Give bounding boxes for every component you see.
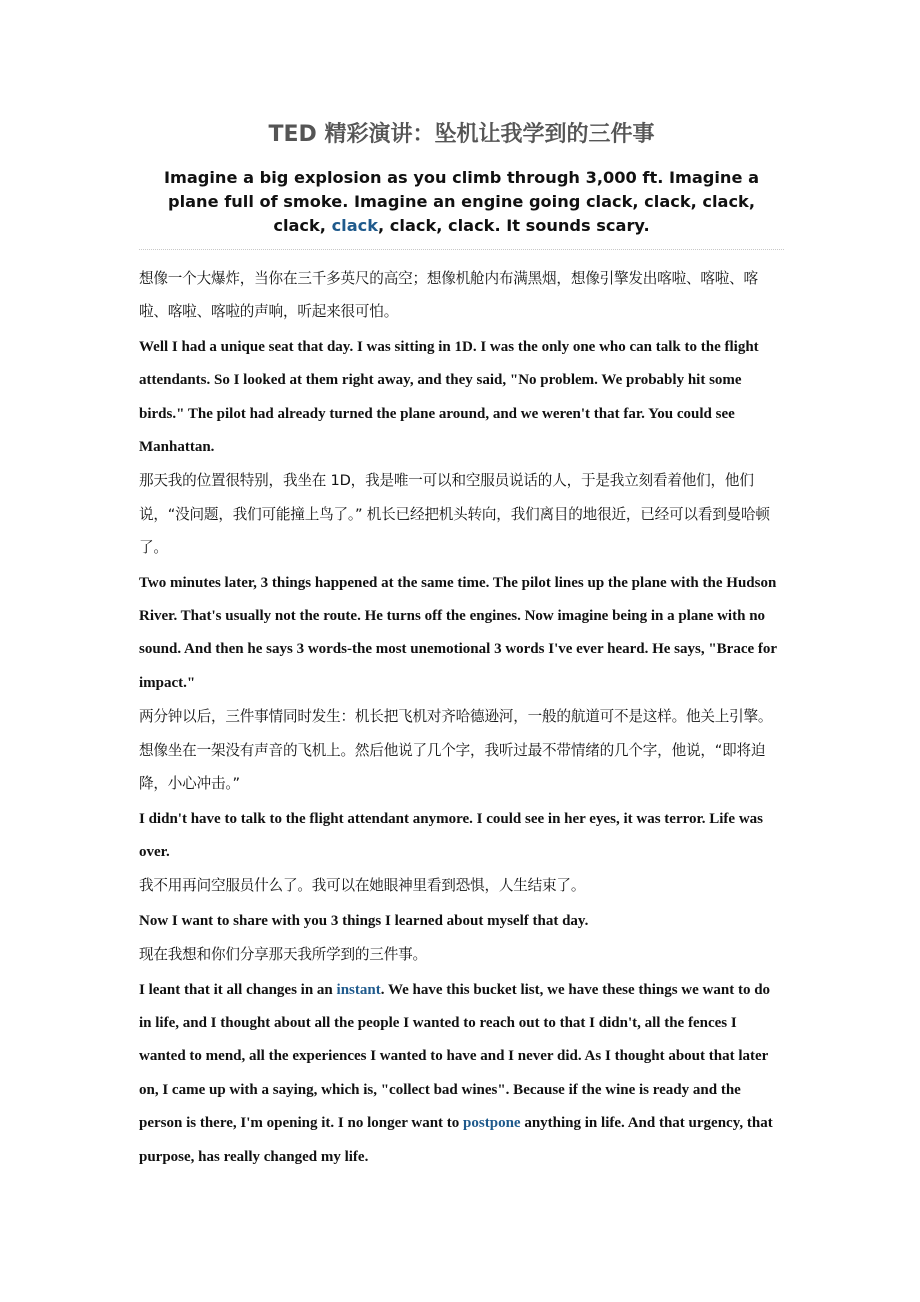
- paragraph-1-zh: 想像一个大爆炸，当你在三千多英尺的高空；想像机舱内布满黑烟，想像引擎发出喀啦、喀啦、喀啦、喀啦、喀啦的声响，听起来很可怕。: [139, 270, 758, 321]
- paragraph-6-text-1: I leant that it all changes in an: [139, 981, 337, 998]
- article-body: [139, 262, 784, 1174]
- paragraph-2-en: Well I had a unique seat that day. I was sitting in 1D. I was the only one who can talk to the flight attendants. So I looked at them right away, and they said, "No problem. We probably hit some birds." The pilot had already turned the plane around, and we weren't that far. You could see Manhattan.: [139, 338, 759, 456]
- paragraph-3-en: Two minutes later, 3 things happened at the same time. The pilot lines up the plane with the Hudson River. That's usually not the route. He turns off the engines. Now imagine being in a plane with no sound. And then he says 3 words-the most unemotional 3 words I've ever heard. He says, "Brace for impact.": [139, 574, 777, 691]
- paragraph-6-text-2: . We have this bucket list, we have these things we want to do in life, and I thought about all the people I wanted to reach out to that I didn't, all the fences I wanted to mend, all the experiences I wanted to have and I never did. As I thought about that later on, I came up with a saying, which is, "collect bad wines". Because if the wine is ready and the person is there, I'm opening it. I no longer want to: [139, 981, 771, 1132]
- divider: [139, 249, 784, 250]
- paragraph-6-text-3: anything in life. And that urgency, that purpose, has really changed my life.: [139, 1115, 773, 1165]
- subtitle-link-clack[interactable]: clack: [331, 216, 379, 235]
- subtitle-text-1: Imagine a big explosion as you climb through 3,000 ft. Imagine a plane full of smoke. Imagine an engine going clack, clack, clack, clack,: [163, 168, 759, 235]
- link-postpone[interactable]: postpone: [463, 1115, 521, 1132]
- paragraph-5-en: Now I want to share with you 3 things I learned about myself that day.: [139, 912, 589, 929]
- paragraph-4-zh: 我不用再问空服员什么了。我可以在她眼神里看到恐惧，人生结束了。: [139, 877, 586, 895]
- paragraph-3-zh: 两分钟以后，三件事情同时发生：机长把飞机对齐哈德逊河，一般的航道可不是这样。他关上引擎。想像坐在一架没有声音的飞机上。然后他说了几个字，我听过最不带情绪的几个字，他说，“即将迫降，小心冲击。”: [139, 708, 773, 793]
- page-title: TED 精彩演讲：坠机让我学到的三件事: [268, 122, 655, 147]
- paragraph-2-zh: 那天我的位置很特别，我坐在 1D，我是唯一可以和空服员说话的人，于是我立刻看着他们，他们说，“没问题，我们可能撞上鸟了。” 机长已经把机头转向，我们离目的地很近，已经可以看到曼哈顿了。: [139, 472, 770, 557]
- paragraph-6-en: [139, 974, 784, 1174]
- paragraph-4-en: I didn't have to talk to the flight attendant anymore. I could see in her eyes, it was terror. Life was over.: [139, 810, 764, 860]
- subtitle: [139, 166, 784, 238]
- subtitle-text-2: , clack, clack. It sounds scary.: [378, 216, 650, 235]
- link-instant[interactable]: instant: [336, 981, 381, 998]
- paragraph-5-zh: 现在我想和你们分享那天我所学到的三件事。: [139, 946, 427, 964]
